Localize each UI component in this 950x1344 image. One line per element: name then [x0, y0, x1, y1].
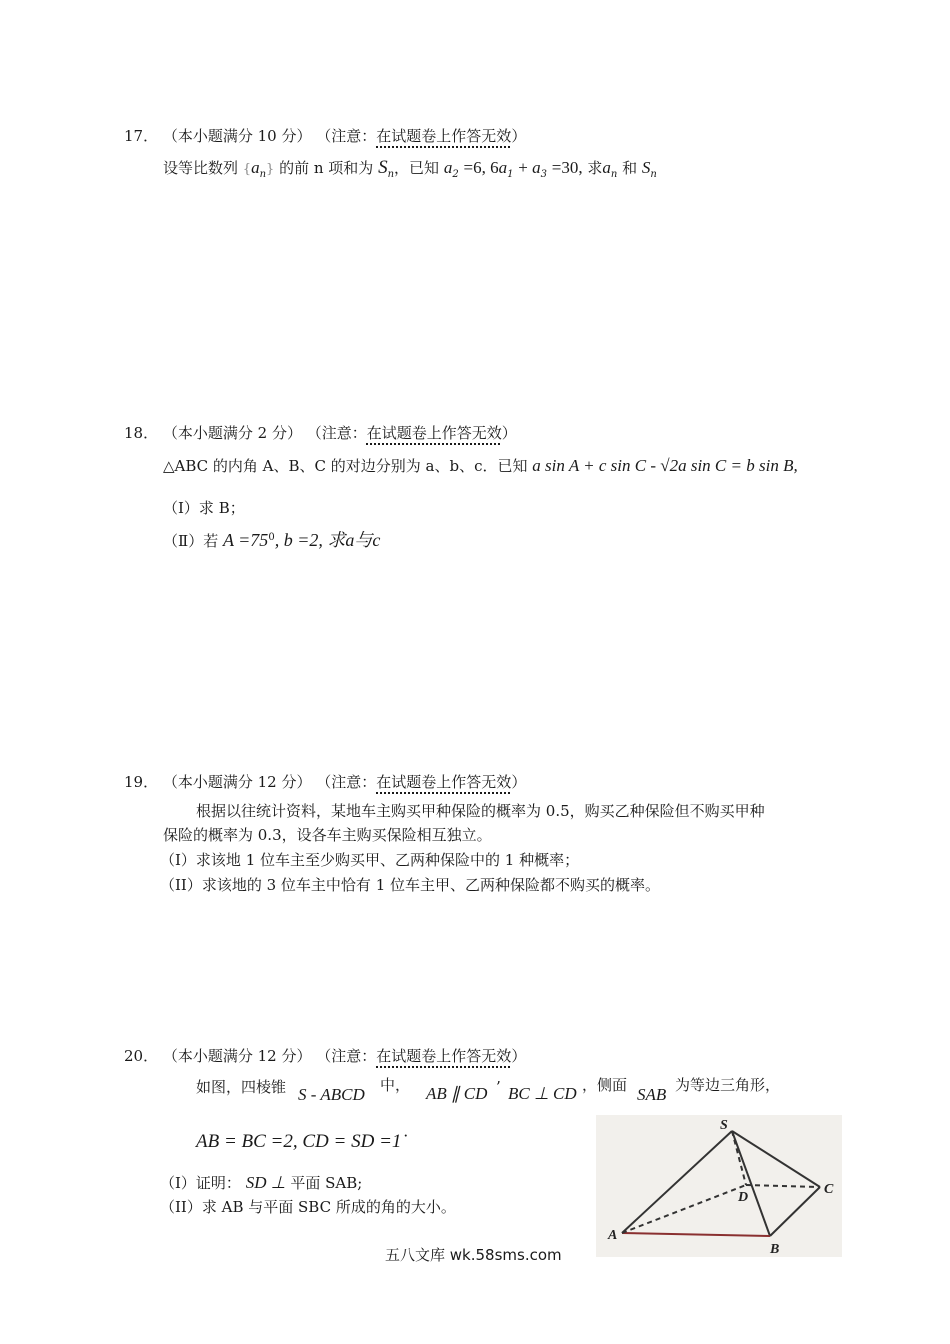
edge-ab — [622, 1233, 770, 1236]
q20-lengths: AB = BC =2, CD = SD =1˙ — [196, 1131, 408, 1152]
q20-face: SAB — [637, 1085, 667, 1104]
q19-part2: （II）求该地的 3 位车主中恰有 1 位车主甲、乙两种保险都不购买的概率。 — [160, 876, 661, 894]
edge-ad — [622, 1185, 749, 1233]
q20-zhong: 中， — [380, 1076, 411, 1094]
label-d: D — [738, 1190, 749, 1205]
q20-rel2: BC ⊥ CD — [508, 1084, 577, 1103]
q20-rel1: AB ∥ CD — [426, 1084, 488, 1103]
q20-intro-text: 如图，四棱锥 — [196, 1078, 287, 1096]
edge-dc — [746, 1185, 820, 1187]
q18-equation: a sin A + c sin C - √2a sin C = b sin B, — [532, 456, 798, 475]
pyramid-diagram — [596, 1115, 842, 1257]
q17-header: 17． （本小题满分 10 分） （注意：在试题卷上作答无效） — [124, 127, 527, 145]
q20-part1: （I）证明： SD ⊥ 平面 SAB; — [160, 1173, 363, 1192]
label-c: C — [824, 1182, 834, 1197]
q19-part1: （I）求该地 1 位车主至少购买甲、乙两种保险中的 1 种概率； — [160, 851, 580, 869]
pyramid-figure — [596, 1115, 842, 1257]
edge-bc — [770, 1187, 820, 1236]
q19-line1: 根据以往统计资料，某地车主购买甲种保险的概率为 0.5，购买乙种保险但不购买甲种 — [196, 802, 765, 820]
edge-sb — [732, 1131, 770, 1236]
label-b: B — [770, 1242, 780, 1257]
edge-sa — [622, 1131, 732, 1233]
label-a: A — [608, 1228, 618, 1243]
q19-line2: 保险的概率为 0.3，设各车主购买保险相互独立。 — [163, 826, 492, 844]
q18-dotted-note: 在试题卷上作答无效 — [366, 424, 502, 442]
q20-dotted-note: 在试题卷上作答无效 — [376, 1047, 512, 1065]
q20-side-text: ，侧面 — [582, 1076, 628, 1094]
footer-watermark: 五八文库 wk.58sms.com — [385, 1246, 562, 1264]
q19-header: 19． （本小题满分 12 分） （注意：在试题卷上作答无效） — [124, 773, 527, 791]
q18-body: △ABC 的内角 A、B、C 的对边分别为 a、b、c．已知 a sin A + c sin C - √2a sin C = b sin B, — [163, 456, 798, 475]
q18-part2: （Ⅱ）若 $A =75^0$, b =2, 求a与c — [163, 530, 381, 550]
q20-equilateral-text: 为等边三角形， — [675, 1076, 781, 1094]
q18-part1: （Ⅰ）求 B； — [163, 499, 245, 517]
q20-part2: （II）求 AB 与平面 SBC 所成的角的大小。 — [160, 1198, 456, 1216]
q17-dotted-note: 在试题卷上作答无效 — [376, 127, 512, 145]
q20-pyramid: S - ABCD — [298, 1085, 365, 1104]
q19-dotted-note: 在试题卷上作答无效 — [376, 773, 512, 791]
q20-header: 20． （本小题满分 12 分） （注意：在试题卷上作答无效） — [124, 1047, 527, 1065]
q18-header: 18． （本小题满分 2 分） （注意：在试题卷上作答无效） — [124, 424, 517, 442]
q17-body: 设等比数列 $\{a_n\}$ 的前 n 项和为 $S_n$，已知 $a_2 =6$, $6a_1 + a_3 =30$, 求$a_n$ 和 $S_n$ — [163, 157, 657, 180]
label-s: S — [720, 1118, 728, 1133]
